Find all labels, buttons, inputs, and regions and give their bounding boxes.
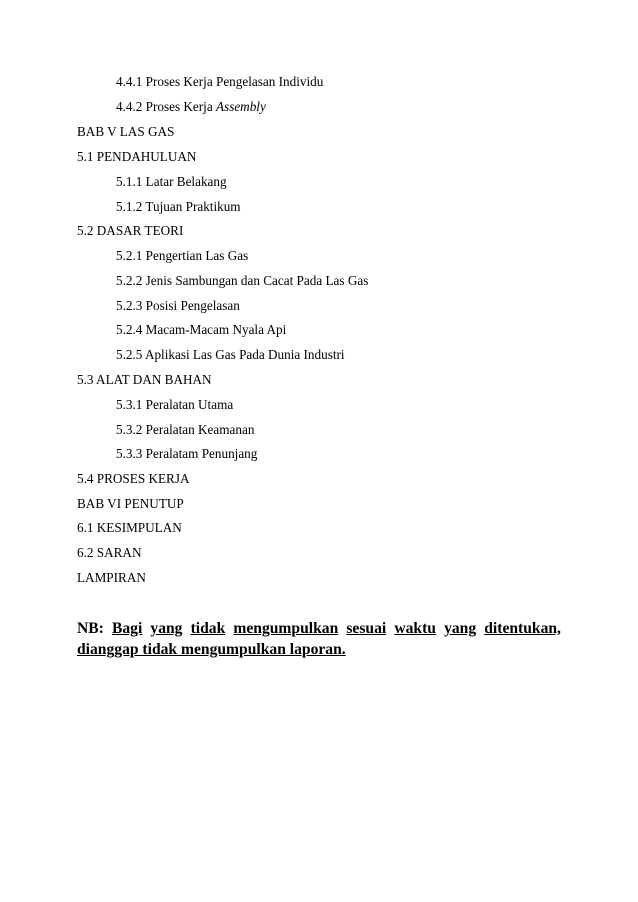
toc-entry-label: 4.4.2 Proses Kerja bbox=[116, 99, 216, 114]
toc-entry-5-2-2: 5.2.2 Jenis Sambungan dan Cacat Pada Las Gas bbox=[116, 273, 369, 288]
note-line-2: dianggap tidak mengumpulkan laporan. bbox=[77, 641, 346, 658]
toc-section-6-1: 6.1 KESIMPULAN bbox=[77, 520, 182, 535]
toc-entry-5-3-1: 5.3.1 Peralatan Utama bbox=[116, 397, 234, 412]
toc-section-5-1: 5.1 PENDAHULUAN bbox=[77, 149, 197, 164]
toc-entry-5-2-5: 5.2.5 Aplikasi Las Gas Pada Dunia Industri bbox=[116, 347, 345, 362]
toc-section-5-2: 5.2 DASAR TEORI bbox=[77, 223, 184, 238]
note-word: ditentukan, bbox=[484, 620, 561, 637]
toc-entry-5-2-3: 5.2.3 Posisi Pengelasan bbox=[116, 298, 240, 313]
toc-entry-5-3-2: 5.3.2 Peralatan Keamanan bbox=[116, 422, 255, 437]
submission-note bbox=[77, 618, 561, 660]
toc-entry-italic-term: Assembly bbox=[216, 99, 266, 114]
toc-section-6-2: 6.2 SARAN bbox=[77, 545, 142, 560]
note-prefix: NB: bbox=[77, 620, 104, 637]
note-word: tidak bbox=[190, 620, 226, 637]
toc-lampiran: LAMPIRAN bbox=[77, 570, 146, 585]
toc-entry-5-1-2: 5.1.2 Tujuan Praktikum bbox=[116, 199, 241, 214]
toc-section-5-3: 5.3 ALAT DAN BAHAN bbox=[77, 372, 212, 387]
note-word: Bagi bbox=[111, 620, 143, 637]
toc-section-5-4: 5.4 PROSES KERJA bbox=[77, 471, 190, 486]
toc-entry-5-3-3: 5.3.3 Peralatam Penunjang bbox=[116, 446, 258, 461]
toc-entry-5-1-1: 5.1.1 Latar Belakang bbox=[116, 174, 227, 189]
toc-chapter-bab-v: BAB V LAS GAS bbox=[77, 124, 175, 139]
note-word: yang bbox=[150, 620, 183, 637]
toc-entry-4-4-2 bbox=[116, 99, 266, 115]
toc-entry-5-2-4: 5.2.4 Macam-Macam Nyala Api bbox=[116, 322, 287, 337]
toc-chapter-bab-vi: BAB VI PENUTUP bbox=[77, 496, 184, 511]
note-word: waktu bbox=[394, 620, 436, 637]
toc-entry-5-2-1: 5.2.1 Pengertian Las Gas bbox=[116, 248, 249, 263]
note-word: mengumpulkan bbox=[233, 620, 339, 637]
note-word: sesuai bbox=[346, 620, 387, 637]
toc-entry-4-4-1: 4.4.1 Proses Kerja Pengelasan Individu bbox=[116, 74, 324, 89]
note-word: yang bbox=[444, 620, 477, 637]
note-line-1 bbox=[77, 618, 561, 639]
